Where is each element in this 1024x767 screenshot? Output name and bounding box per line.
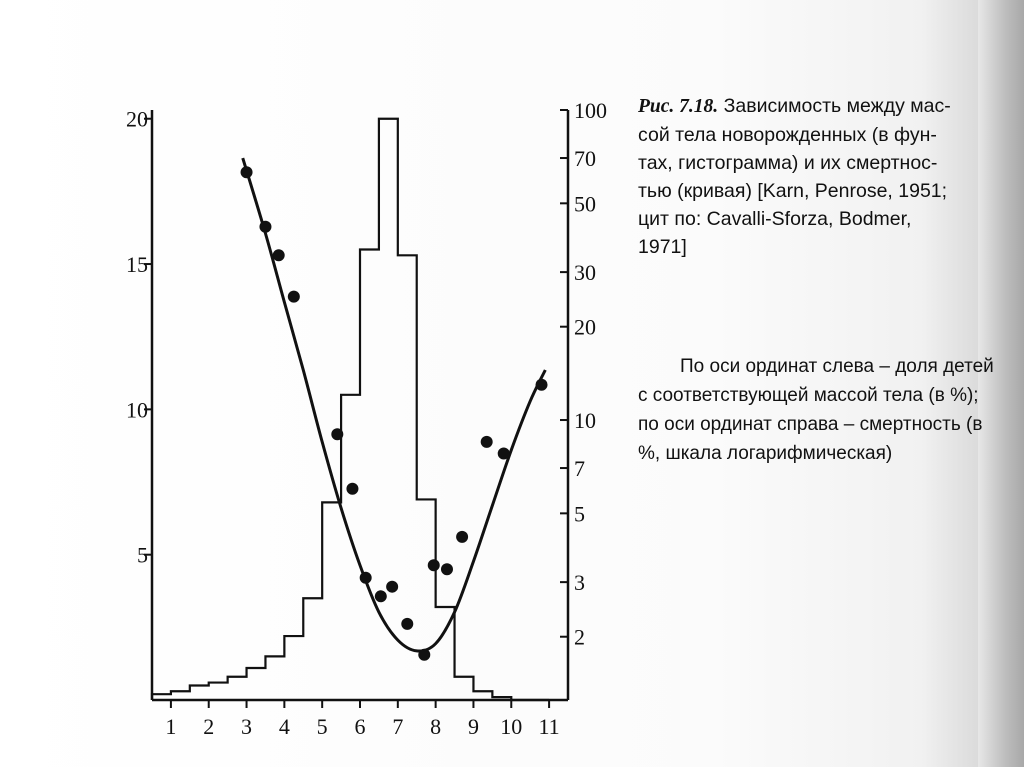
mortality-point [346,483,358,495]
x-tick-label: 1 [165,714,177,739]
histogram-bar [398,255,417,700]
mortality-point [428,559,440,571]
caption-line: 1971] [638,236,687,258]
histogram-bar [379,119,398,700]
figure-caption [638,92,1010,261]
mortality-point [481,436,493,448]
y-left-tick-label: 5 [137,542,148,568]
histogram-bar [265,656,284,700]
caption-line: Зависимость между мас- [723,95,951,117]
histogram-bar [228,677,247,700]
note-line: %, шкала логарифмическая) [638,443,893,464]
y-right-tick-label: 2 [574,624,585,650]
caption-line: цит по: Cavalli-Sforza, Bodmer, [638,208,912,230]
y-right-tick-label: 50 [574,191,596,217]
axis-note [638,352,1010,468]
histogram [152,119,549,700]
histogram-bar [417,499,436,700]
mortality-point [536,379,548,391]
caption-line: тью (кривая) [Karn, Penrose, 1951; [638,180,948,202]
x-tick-label: 2 [203,714,215,739]
x-tick-label: 8 [430,714,442,739]
mortality-point [456,531,468,543]
y-left-tick-label: 10 [126,397,148,423]
x-tick-label: 6 [354,714,366,739]
y-right-tick-label: 20 [574,314,596,340]
histogram-bar [152,694,171,700]
mortality-point [386,581,398,593]
histogram-bar [341,395,360,700]
note-line: по оси ординат справа – смертность (в [638,414,983,435]
y-right-tick-label: 30 [574,260,596,286]
mortality-point [360,572,372,584]
x-tick-label: 10 [500,714,523,739]
caption-line: тах, гистограмма) и их смертнос- [638,152,938,174]
x-tick-label: 5 [316,714,328,739]
histogram-bar [303,598,322,700]
mortality-point [401,618,413,630]
histogram-bar [209,683,228,700]
histogram-bar [284,636,303,700]
histogram-bar [360,250,379,700]
figure-number: Рис. 7.18. [638,96,719,117]
y-left-tick-label: 15 [126,252,148,278]
histogram-bar [492,697,511,700]
histogram-bar [171,691,190,700]
mortality-point [259,221,271,233]
histogram-bar [247,668,266,700]
y-right-tick-label: 3 [574,570,585,596]
y-right-tick-label: 100 [574,98,607,123]
mortality-point [241,166,253,178]
y-right-tick-label: 7 [574,456,585,482]
x-tick-label: 11 [538,714,560,739]
x-tick-label: 4 [278,714,290,739]
y-right-tick-label: 5 [574,501,585,527]
x-tick-label: 7 [392,714,404,739]
histogram-bar [455,677,474,700]
mortality-point [441,563,453,575]
note-line: с соответствующей массой тела (в %); [638,385,979,406]
x-tick-label: 9 [467,714,479,739]
caption-line: сой тела новорожденных (в фун- [638,124,937,146]
y-left-tick-label: 20 [126,106,148,132]
y-right-tick-label: 10 [574,408,596,434]
x-tick-label: 3 [241,714,253,739]
mortality-point [418,649,430,661]
histogram-bar [473,691,492,700]
y-right-tick-label: 70 [574,146,596,172]
mortality-point [498,447,510,459]
note-line: По оси ординат слева – доля детей [680,356,994,377]
histogram-bar [190,685,209,700]
mortality-point [288,291,300,303]
histogram-bar [322,502,341,700]
mortality-point [273,249,285,261]
mortality-point [331,428,343,440]
mortality-point [375,590,387,602]
